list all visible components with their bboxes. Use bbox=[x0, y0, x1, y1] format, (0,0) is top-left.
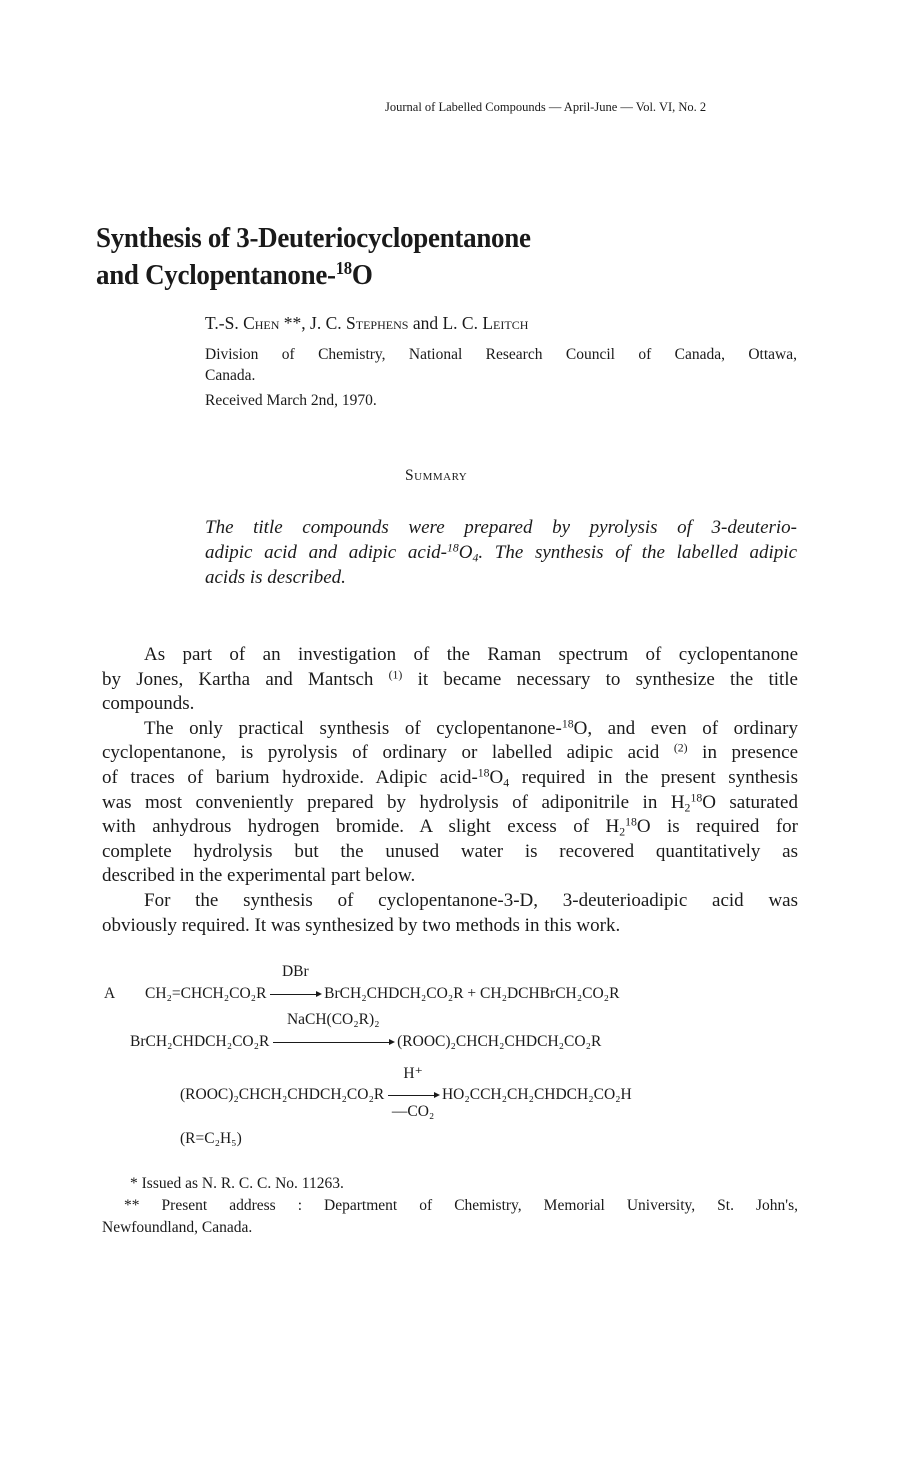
author-name: Chen bbox=[243, 313, 280, 333]
paragraph-1: As part of an investigation of the Raman spectrum of cyclopentanone bbox=[144, 644, 798, 665]
received-date: Received March 2nd, 1970. bbox=[205, 392, 377, 409]
reaction-arrow: NaCH(CO₂R)₂ bbox=[273, 1033, 393, 1051]
running-head: Journal of Labelled Compounds — April-June — Vol. VI, No. 2 bbox=[385, 100, 707, 114]
summary-abstract: The title compounds were prepared by pyrolysis of 3-deuterio- adipic acid and adipic acid-$^{18}O_4$. The synthesis of the labelled adipic acids is described. bbox=[205, 517, 797, 588]
reaction-2: BrCH₂CHDCH₂CO₂R NaCH(CO₂R)₂ (ROOC)₂CHCH₂CHDCH₂CO₂R bbox=[130, 1011, 602, 1050]
footnote-1: * Issued as N. R. C. C. No. 11263. bbox=[130, 1175, 344, 1192]
author-name: Stephens bbox=[346, 313, 409, 333]
reaction-1: CH₂=CHCH₂CO₂R DBr BrCH₂CHDCH₂CO₂R + CH₂DCHBrCH₂CO₂R bbox=[145, 963, 620, 1002]
reaction-arrow: $\frac{H^+}{\text{—CO₂}}$ bbox=[388, 1086, 438, 1104]
r-definition: (R=C₂H₅) bbox=[180, 1130, 242, 1147]
article-title bbox=[96, 220, 531, 294]
paragraph-3: For the synthesis of cyclopentanone-3-D, 3-deuterioadipic acid was bbox=[144, 889, 798, 911]
author-name: Leitch bbox=[482, 313, 529, 333]
affiliation: Division of Chemistry, National Research Council of Canada, Ottawa, Canada. bbox=[205, 346, 797, 384]
reaction-3: (ROOC)₂CHCH₂CHDCH₂CO₂R $\frac{H^+}{\text{—CO₂}}$ HO₂CCH₂CH₂CHDCH₂CO₂H bbox=[180, 1065, 632, 1120]
citation-ref: (2) bbox=[673, 741, 688, 755]
citation-ref: (1) bbox=[388, 668, 403, 682]
reaction-arrow: DBr bbox=[270, 985, 320, 1003]
paragraph-2: The only practical synthesis of cyclopentanone-$^{18}$O, and even of ordinary bbox=[144, 717, 799, 739]
footnote-2: ** Present address : Department of Chemistry, Memorial University, St. John's, bbox=[124, 1197, 798, 1214]
title-line-1: Synthesis of 3-Deuteriocyclopentanone bbox=[96, 222, 531, 254]
summary-heading: Summary bbox=[405, 467, 468, 484]
author-list: T.-S. Chen **, J. C. Stephens and L. C. Leitch bbox=[205, 313, 529, 333]
scheme-label: A bbox=[104, 985, 116, 1002]
body-text: As part of an investigation of the Raman spectrum of cyclopentanone by Jones, Kartha and Mantsch $^{(1)}$ it became necessary to synthesize the title compounds. The only practical synthesis of cyclopentanone-$^{18}$O, and even of ordinary cyclopentanone, is pyrolysis of ordinary or labelled adipic acid $^{(2)}$ in presence of traces of barium hydroxide. Adipic acid-$^{18}O_4$ required in the present synthesis was most conveniently prepared by hydrolysis of adiponitrile in $H_2^{18}O$ saturated with anhydrous hydrogen bromide. A slight excess of $H_2^{18}O$ is required for complete hydrolysis but the unused water is recovered quantitatively as described in the experimental part below. For the synthesis of cyclopentanone-3-D, 3-deuterioadipic acid was obviously required. It was synthesized by two methods in this work. bbox=[102, 644, 799, 936]
footnotes: * Issued as N. R. C. C. No. 11263. ** Present address : Department of Chemistry, Memorial University, St. John's, Newfoundland, Canada. bbox=[102, 1175, 798, 1236]
title-line-2: and Cyclopentanone-$^{18}$O bbox=[96, 258, 373, 291]
